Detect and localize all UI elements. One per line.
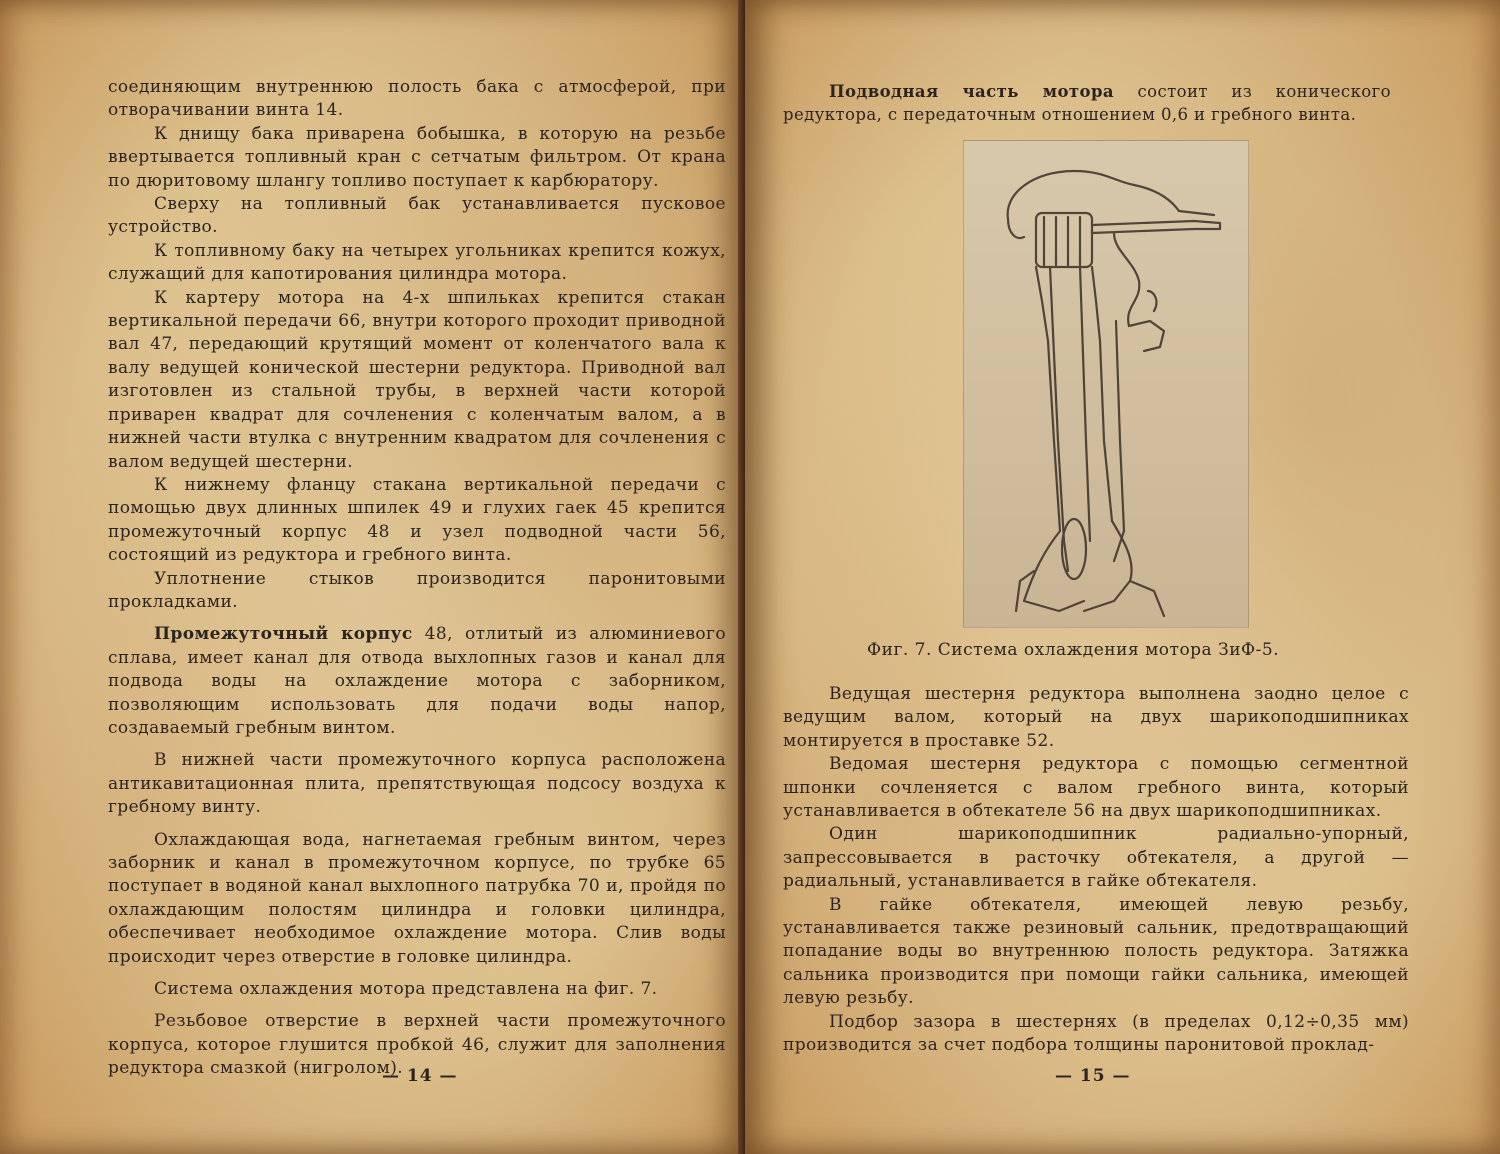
paragraph: К нижнему фланцу стакана вертикальной передачи с помощью двух длинных шпилек 49 и глухих гаек 45 крепится промежуточный корпус 48 и узел подводной части 56, состоящий из редуктора и гребного винта. [108,474,726,566]
paragraph: Подбор зазора в шестернях (в пределах 0,12÷0,35 мм) производится за счет подбора толщины паронитовой проклад- [783,1011,1409,1056]
left-page-text [108,76,726,1081]
figure-cooling-system [963,140,1249,628]
paragraph: соединяющим внутреннюю полость бака с атмосферой, при отворачивании винта 14. [108,77,726,121]
right-page-text [783,683,1409,1058]
paragraph-rest: 48, отлитый из алюминиевого сплава, имеет канал для отвода выхлопных газов и канал для подвода воды на охлаждение мотора с заборником, позволяющим использовать для подачи воды напор, создаваемый гребным винтом. [108,624,727,738]
right-page-intro [783,80,1391,127]
paragraph: К топливному баку на четырех угольниках крепится кожух, служащий для капотирования цилиндра мотора. [108,240,726,285]
page-number: — 14 — [382,1066,458,1086]
paragraph: К картеру мотора на 4-х шпильках крепится стакан вертикальной передачи 66, внутри которого проходит приводной вал 47, передающий крутящий момент от коленчатого вала к валу ведущей конической шестерни редуктора. Приводной вал изготовлен из стальной трубы, в верхней части которой приварен квадрат для сочленения с коленчатым валом, а в нижней части втулка с внутренним квадратом для сочленения с валом ведущей шестерни. [108,287,726,472]
paragraph: Резьбовое отверстие в верхней части промежуточного корпуса, которое глушится пробкой 46, служит для заполнения редуктора смазкой (нигролом). [108,1011,726,1079]
bold-term: Промежуточный корпус [154,624,413,645]
paragraph [108,623,726,740]
paragraph: Ведомая шестерня редуктора с помощью сегментной шпонки сочленяется с валом гребного винта, который устанавливается в обтекателе 56 на двух шарикоподшипниках. [783,754,1409,822]
figure-caption: Фиг. 7. Система охлаждения мотора ЗиФ-5. [867,640,1280,660]
paragraph [783,80,1391,127]
paragraph: Охлаждающая вода, нагнетаемая гребным винтом, через заборник и канал в промежуточном корпусе, по трубке 65 поступает в водяной канал выхлопного патрубка 70 и, пройдя по охлаждающим полостям цилиндра и головки цилиндра, обеспечивает необходимое охлаждение мотора. Слив воды происходит через отверстие в головке цилиндра. [108,829,726,967]
paragraph: Система охлаждения мотора представлена на фиг. 7. [154,979,658,1000]
paragraph: Уплотнение стыков производится паронитовыми прокладками. [108,568,726,612]
page-number: — 15 — [1055,1066,1131,1086]
paragraph: Ведущая шестерня редуктора выполнена заодно целое с ведущим валом, который на двух шарикоподшипниках монтируется в проставке 52. [783,684,1409,751]
bold-term: Подводная часть мотора [829,82,1114,101]
paragraph: В нижней части промежуточного корпуса расположена антикавитационная плита, препятствующая подсосу воздуха к гребному винту. [108,750,726,818]
right-page [745,0,1500,1154]
paragraph-rest: состоит из конического редуктора, с передаточным отношением 0,6 и гребного винта. [783,82,1391,125]
paragraph: К днищу бака приварена бобышка, в которую на резьбе ввертывается топливный кран с сетчатым фильтром. От крана по дюритовому шлангу топливо поступает к карбюратору. [108,123,726,191]
motor-drawing-illustration [964,141,1248,627]
paragraph: Сверху на топливный бак устанавливается пусковое устройство. [108,194,726,238]
paragraph: В гайке обтекателя, имеющей левую резьбу, устанавливается также резиновый сальник, предотвращающий попадание воды во внутреннюю полость редуктора. Затяжка сальника производится при помощи гайки сальника, имеющей левую резьбу. [783,894,1409,1009]
paragraph: Один шарикоподшипник радиально-упорный, запрессовывается в расточку обтекателя, а другой — радиальный, устанавливается в гайке обтекателя. [783,824,1409,892]
left-page [0,0,745,1154]
